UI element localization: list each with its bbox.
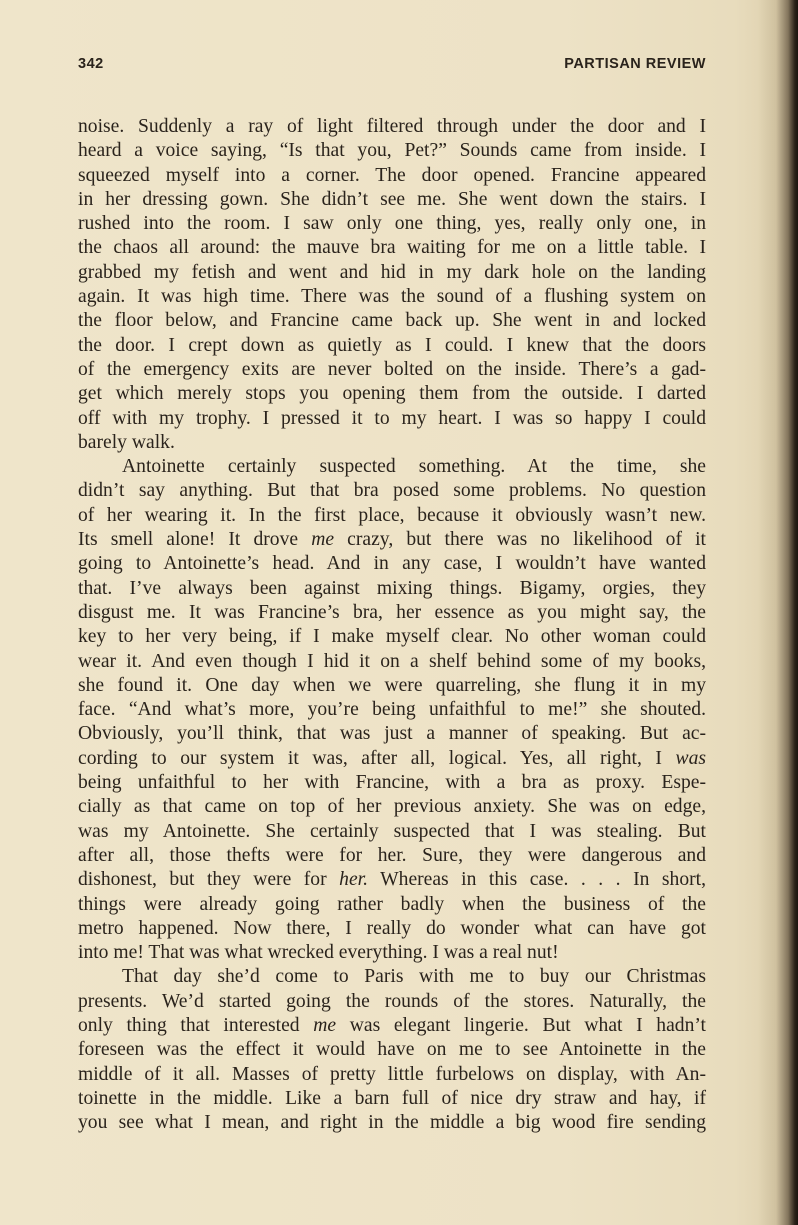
text-line: you see what I mean, and right in the middle a big wood fire sending: [78, 1112, 706, 1134]
italic-emphasis: me: [311, 529, 335, 551]
paragraph-start-line: Antoinette certainly suspected something. At the time, she: [122, 456, 706, 478]
text-line: [78, 747, 706, 771]
line-text: Whereas in this case. . . . In short,: [368, 869, 706, 891]
paragraph-end-line: barely walk.: [78, 431, 175, 453]
text-line: going to Antoinette’s head. And in any case, I wouldn’t have wanted: [78, 553, 706, 575]
text-line: disgust me. It was Francine’s bra, her essence as you might say, the: [78, 601, 706, 623]
text-line: rushed into the room. I saw only one thing, yes, really only one, in: [78, 213, 706, 235]
running-head: PARTISAN REVIEW: [564, 56, 706, 72]
book-spine-shadow: [758, 0, 798, 1225]
text-line: the chaos all around: the mauve bra waiting for me on a little table. I: [78, 237, 706, 259]
text-line: of the emergency exits are never bolted on the inside. There’s a gad-: [78, 358, 706, 380]
paragraph-end-line: into me! That was what wrecked everything. I was a real nut!: [78, 942, 559, 964]
line-text: cording to our system it was, after all, logical. Yes, all right, I: [78, 747, 676, 769]
text-line: didn’t say anything. But that bra posed some problems. No question: [78, 480, 706, 502]
line-text: Its smell alone! It drove: [78, 529, 312, 551]
text-line: the door. I crept down as quietly as I could. I knew that the doors: [78, 334, 706, 356]
text-line: being unfaithful to her with Francine, with a bra as proxy. Espe-: [78, 772, 706, 794]
italic-emphasis: me: [313, 1014, 337, 1036]
text-line: in her dressing gown. She didn’t see me. She went down the stairs. I: [78, 188, 706, 210]
italic-emphasis: was: [675, 747, 706, 769]
text-line: grabbed my fetish and went and hid in my dark hole on the landing: [78, 261, 706, 283]
text-line: foreseen was the effect it would have on me to see Antoinette in the: [78, 1039, 706, 1061]
text-line: cially as that came on top of her previous anxiety. She was on edge,: [78, 796, 706, 818]
text-line: off with my trophy. I pressed it to my heart. I was so happy I could: [78, 407, 706, 429]
text-line: was my Antoinette. She certainly suspected that I was stealing. But: [78, 820, 706, 842]
text-line: squeezed myself into a corner. The door opened. Francine appeared: [78, 164, 706, 186]
text-line: get which merely stops you opening them from the outside. I darted: [78, 383, 706, 405]
text-line: key to her very being, if I make myself clear. No other woman could: [78, 626, 706, 648]
line-text: only thing that interested: [78, 1014, 314, 1036]
page-number: 342: [78, 56, 104, 72]
text-line: [78, 528, 706, 552]
text-line: Obviously, you’ll think, that was just a manner of speaking. But ac-: [78, 723, 706, 745]
text-line: presents. We’d started going the rounds of the stores. Naturally, the: [78, 990, 706, 1012]
line-text: crazy, but there was no likelihood of it: [334, 529, 707, 551]
italic-emphasis: her.: [339, 869, 368, 891]
text-line: [78, 868, 706, 892]
text-line: wear it. And even though I hid it on a shelf behind some of my books,: [78, 650, 706, 672]
text-line: the floor below, and Francine came back up. She went in and locked: [78, 310, 706, 332]
text-line: noise. Suddenly a ray of light filtered through under the door and I: [78, 116, 706, 137]
paragraph-start-line: That day she’d come to Paris with me to buy our Christmas: [122, 966, 706, 988]
text-line: middle of it all. Masses of pretty little furbelows on display, with An-: [78, 1063, 706, 1085]
text-line: after all, those thefts were for her. Sure, they were dangerous and: [78, 844, 706, 866]
text-line: she found it. One day when we were quarreling, she flung it in my: [78, 674, 706, 696]
text-line: face. “And what’s more, you’re being unfaithful to me!” she shouted.: [78, 699, 706, 721]
page-header: [78, 56, 706, 80]
text-line: that. I’ve always been against mixing things. Bigamy, orgies, they: [78, 577, 706, 599]
text-line: of her wearing it. In the first place, because it obviously wasn’t new.: [78, 504, 706, 526]
text-line: [78, 1014, 706, 1038]
text-line: metro happened. Now there, I really do wonder what can have got: [78, 917, 706, 939]
text-line: things were already going rather badly when the business of the: [78, 893, 706, 915]
text-line: toinette in the middle. Like a barn full of nice dry straw and hay, if: [78, 1087, 706, 1109]
line-text: dishonest, but they were for: [78, 869, 340, 891]
text-line: heard a voice saying, “Is that you, Pet?” Sounds came from inside. I: [78, 140, 706, 162]
text-line: again. It was high time. There was the sound of a flushing system on: [78, 286, 706, 308]
body-text: [78, 115, 706, 1135]
line-text: was elegant lingerie. But what I hadn’t: [336, 1014, 706, 1036]
